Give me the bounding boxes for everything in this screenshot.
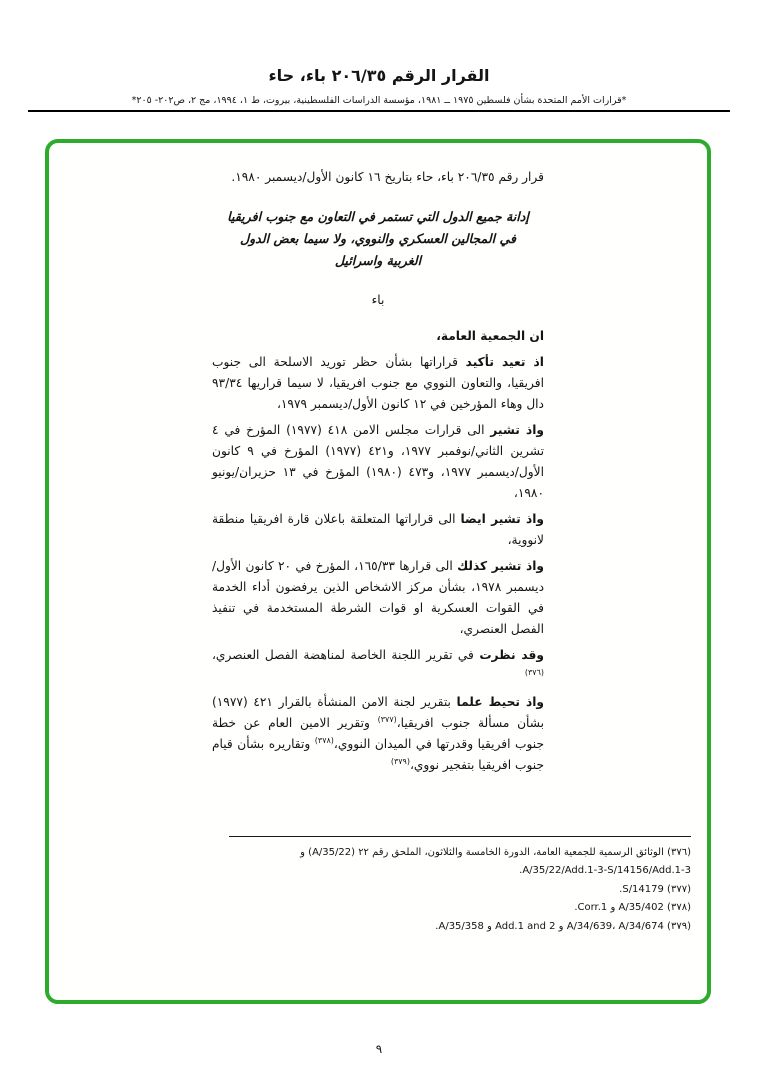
footnote-ref: (٣٧٦) (524, 667, 544, 677)
paragraph-text: الى قراراتها المتعلقة باعلان قارة افريقيا منطقة لانووية، (212, 512, 544, 547)
source-citation: *قرارات الأمم المتحدة بشأن فلسطين ١٩٧٥ ــ ١٩٨١، مؤسسة الدراسات الفلسطينية، بيروت، ط ١، ١٩٩٤، مج ٢، ص٢٠٢- ٢٠٥* (131, 95, 627, 106)
resolution-number-line: قرار رقم ٢٠٦/٣٥ باء، حاء بتاريخ ١٦ كانون الأول/ديسمبر ١٩٨٠. (231, 170, 544, 184)
page-header (0, 0, 758, 112)
green-border-box (45, 139, 711, 1004)
source-underline (28, 95, 730, 112)
paragraph-text: وتقاريره بشأن قيام جنوب افريقيا بتفجير نووي، (212, 737, 544, 772)
footnote-item: (٣٧٧) S/14179. (619, 883, 691, 895)
body-paragraph (212, 509, 544, 551)
footnotes-section (229, 836, 691, 937)
footnote-item: (٣٧٩) A/34/639، A/34/674 و Add.1 and 2 و A/35/358. (435, 920, 691, 932)
page-number: ٩ (375, 1042, 383, 1056)
body-paragraph (212, 692, 544, 776)
paragraph-text: في تقرير اللجنة الخاصة لمناهضة الفصل العنصري، (212, 648, 480, 662)
opening-line: ان الجمعية العامة، (436, 329, 544, 343)
resolution-body (212, 167, 544, 781)
body-paragraph (212, 645, 544, 687)
paragraph-lead: اذ تعيد تأكيد (465, 355, 544, 369)
paragraph-text: بتقرير لجنة الامن المنشأة بالقرار ٤٢١ (١٩٧٧) بشأن مسألة جنوب افريقيا، (212, 695, 544, 730)
footnote-item: (٣٧٨) A/35/402 و Corr.1. (574, 902, 691, 913)
paragraph-text: قراراتها بشأن حظر توريد الاسلحة الى جنوب افريقيا، والتعاون النووي مع جنوب افريقيا، لا سيما قراريها ٩٣/٣٤ دال وهاء المؤرخين في ١٢ كانون الأول/ديسمبر ١٩٧٩، (212, 355, 544, 411)
page-title: القرار الرقم ٢٠٦/٣٥ باء، حاء (268, 66, 490, 85)
resolution-title: إدانة جميع الدول التي تستمر في التعاون مع جنوب افريقيا في المجالين العسكري والنووي، ولا سيما بعض الدول الغربية واسرائيل (227, 209, 529, 268)
section-letter: باء (371, 293, 385, 307)
footnote-item: (٣٧٦) الوثائق الرسمية للجمعية العامة، الدورة الخامسة والثلاثون، الملحق رقم ٢٢ (A/35/22) و A/35/22/Add.1-3-S/14156/Add.1-3. (300, 846, 691, 876)
paragraph-lead: واذ تشير (490, 423, 545, 437)
footnote-ref: (٣٧٨) (314, 735, 334, 745)
body-paragraph (212, 556, 544, 640)
paragraph-lead: واذ تشير ايضا (460, 512, 544, 526)
paragraph-lead: وقد نظرت (479, 648, 544, 662)
paragraph-lead: واذ تحيط علما (456, 695, 544, 709)
footnote-ref: (٣٧٩) (390, 756, 410, 766)
body-paragraph (212, 352, 544, 415)
paragraph-text: الى قرارات مجلس الامن ٤١٨ (١٩٧٧) المؤرخ في ٤ تشرين الثاني/نوفمبر ١٩٧٧، و٤٢١ (١٩٧٧) المؤرخ في ٩ كانون الأول/ديسمبر ١٩٧٧، و٤٧٣ (١٩٨٠) المؤرخ في ١٣ حزيران/يونيو ١٩٨٠، (212, 423, 544, 500)
footnote-ref: (٣٧٧) (377, 714, 397, 724)
paragraph-lead: واذ تشير كذلك (457, 559, 545, 573)
paragraph-text: الى قرارها ١٦٥/٣٣، المؤرخ في ٢٠ كانون الأول/ديسمبر ١٩٧٨، بشأن مركز الاشخاص الذين يرفضون أداء الخدمة في القوات العسكرية او قوات الشرطة المستخدمة في تنفيذ الفصل العنصري، (212, 559, 545, 636)
body-paragraph (212, 420, 544, 504)
paragraph-text: وتقرير الامين العام عن خطة جنوب افريقيا وقدرتها في الميدان النووي، (212, 716, 544, 751)
